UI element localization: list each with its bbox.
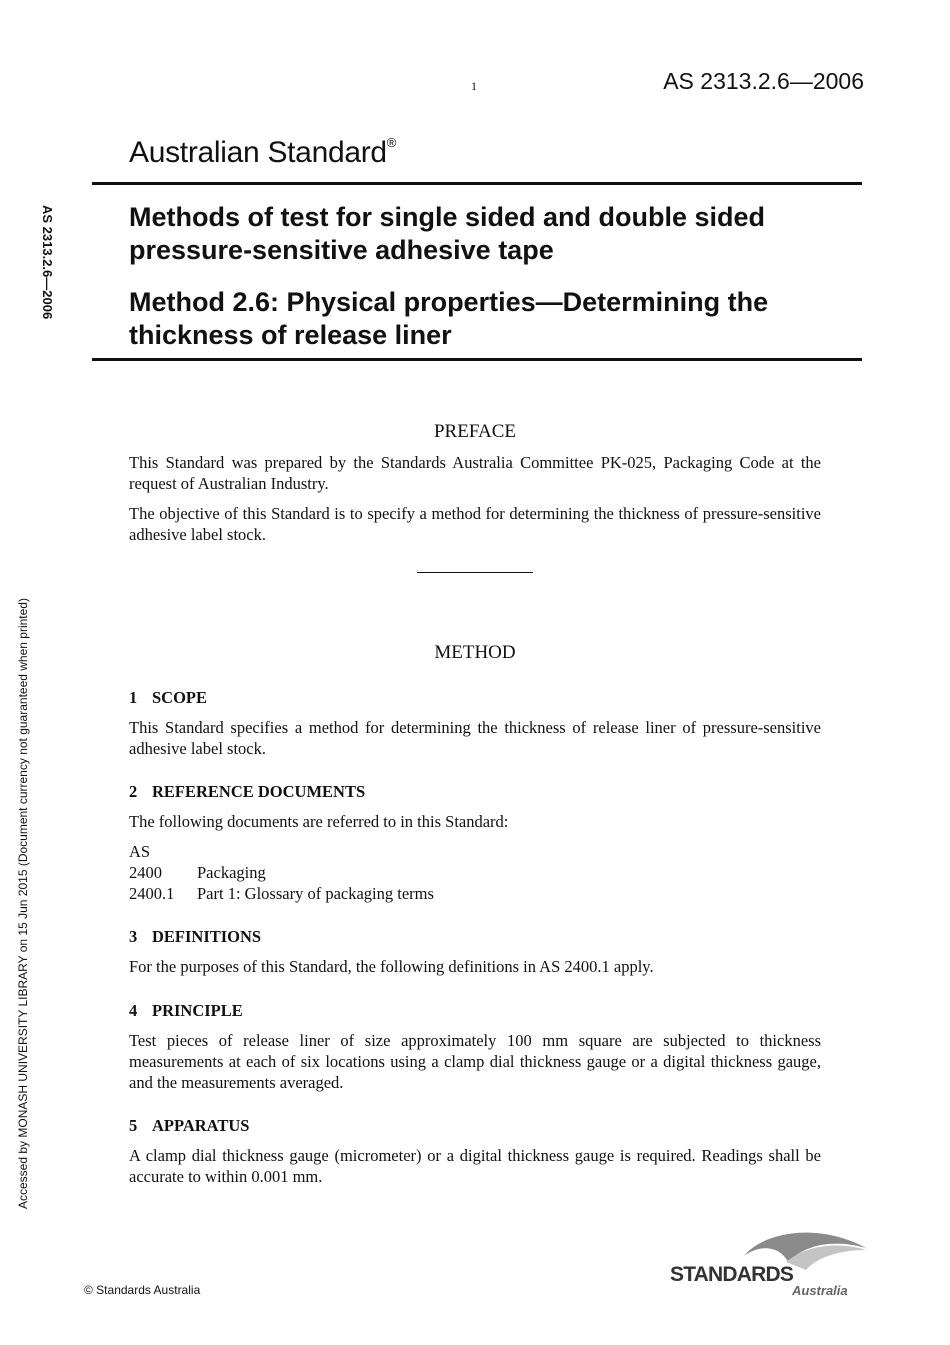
clause-text-definitions: For the purposes of this Standard, the following definitions in AS 2400.1 apply. — [129, 957, 654, 976]
reference-title: Packaging — [197, 863, 266, 882]
clause-number: 5 — [129, 1116, 138, 1135]
reference-item — [129, 862, 266, 883]
clause-title: DEFINITIONS — [152, 927, 262, 946]
method-heading: METHOD — [434, 642, 516, 663]
clause-title: PRINCIPLE — [152, 1001, 243, 1020]
standard-label-text: Australian Standard — [129, 136, 387, 169]
clause-number: 4 — [129, 1001, 138, 1020]
copyright-notice: © Standards Australia — [84, 1283, 201, 1297]
preface-paragraph: The objective of this Standard is to specify a method for determining the thickness of pressure-sensitive adhesive label stock. — [129, 504, 821, 544]
standard-label — [129, 136, 396, 170]
clause-heading-scope — [129, 688, 207, 708]
clause-title: SCOPE — [152, 688, 208, 707]
reference-series: AS — [129, 842, 151, 861]
document-title: Methods of test for single sided and double sided pressure-sensitive adhesive tape — [129, 202, 766, 265]
title-rule-top — [92, 182, 862, 185]
clause-text-scope: This Standard specifies a method for determining the thickness of release liner of pressure-sensitive adhesive label stock. — [129, 718, 821, 758]
clause-heading-principle — [129, 1001, 243, 1021]
standards-australia-logo — [668, 1226, 868, 1298]
title-rule-bottom — [92, 358, 862, 361]
logo-word: STANDARDS — [670, 1263, 794, 1286]
clause-text-reference-documents: The following documents are referred to in this Standard: — [129, 812, 509, 831]
preface-heading: PREFACE — [433, 421, 516, 442]
clause-text-apparatus: A clamp dial thickness gauge (micrometer) or a digital thickness gauge is required. Readings shall be accurate to within 0.001 mm. — [129, 1146, 821, 1186]
clause-title: REFERENCE DOCUMENTS — [152, 782, 366, 801]
registered-mark: ® — [386, 135, 397, 150]
reference-code: 2400.1 — [129, 884, 175, 903]
clause-heading-definitions — [129, 927, 261, 947]
clause-title: APPARATUS — [152, 1116, 250, 1135]
clause-number: 3 — [129, 927, 138, 946]
method-title: Method 2.6: Physical properties—Determining the thickness of release liner — [129, 287, 769, 350]
clause-number: 1 — [129, 688, 138, 707]
reference-title: Part 1: Glossary of packaging terms — [197, 884, 434, 903]
access-note: Accessed by MONASH UNIVERSITY LIBRARY on 15 Jun 2015 (Document currency not guaranteed when printed) — [16, 598, 30, 1209]
clause-number: 2 — [129, 782, 138, 801]
preface-paragraph: This Standard was prepared by the Standards Australia Committee PK-025, Packaging Code at the request of Australian Industry. — [129, 453, 821, 493]
reference-code: 2400 — [129, 863, 162, 882]
section-divider — [417, 572, 533, 573]
side-standard-code: AS 2313.2.6—2006 — [40, 205, 55, 320]
reference-item — [129, 883, 434, 904]
clause-heading-apparatus — [129, 1116, 249, 1136]
clause-text-principle: Test pieces of release liner of size approximately 100 mm square are subjected to thickness measurements at each of six locations using a clamp dial thickness gauge or a digital thickness gauge, and the measurements averaged. — [129, 1031, 821, 1092]
logo-sub: Australia — [792, 1283, 848, 1298]
clause-heading-reference-documents — [129, 782, 365, 802]
standard-code: AS 2313.2.6—2006 — [663, 68, 864, 94]
page-number: 1 — [471, 79, 477, 93]
